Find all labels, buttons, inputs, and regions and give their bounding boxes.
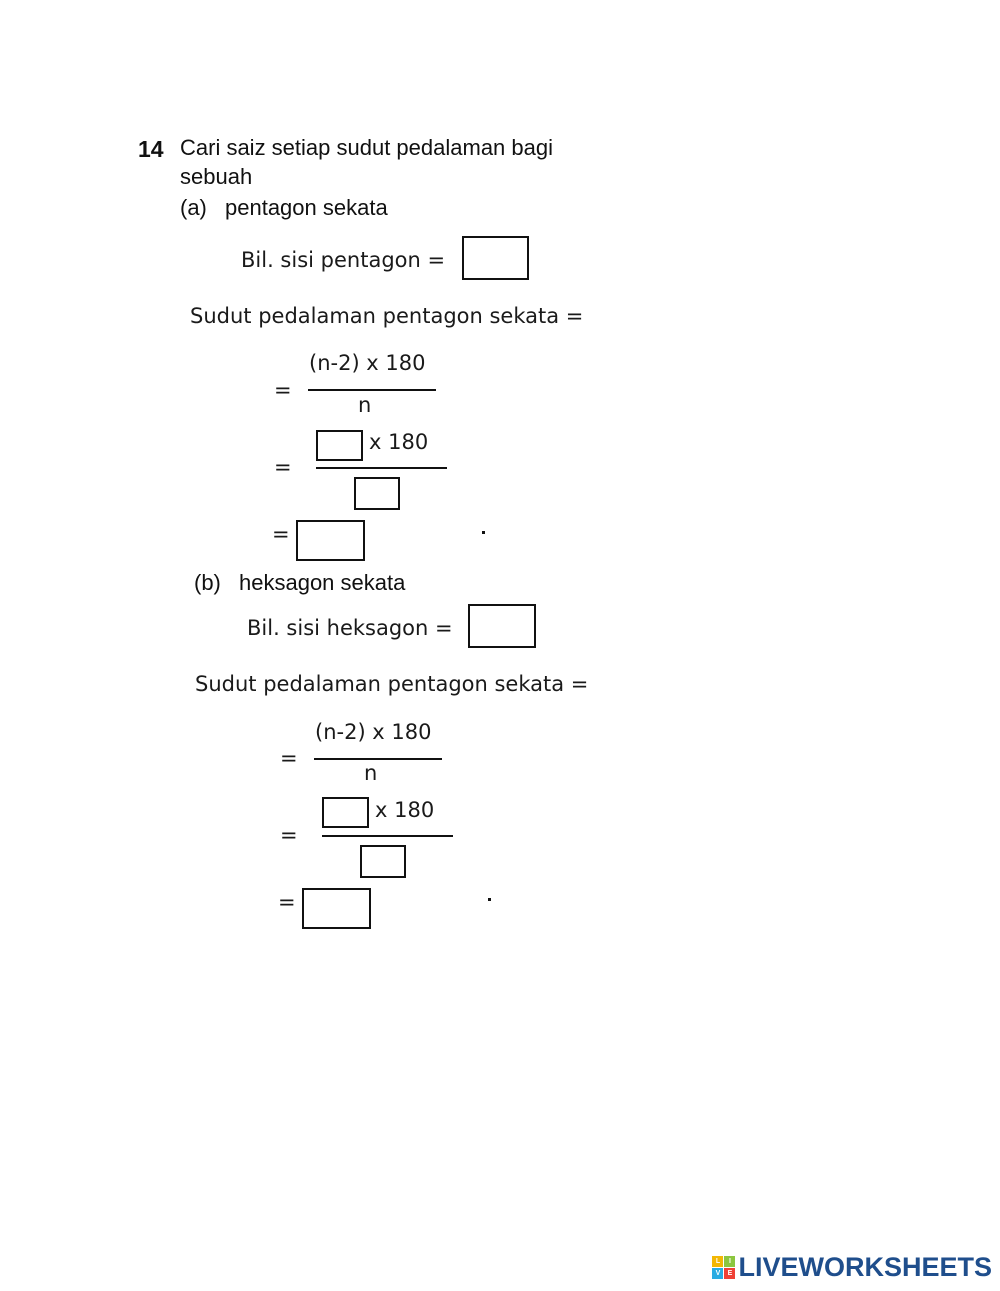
question-text-line2: sebuah: [180, 164, 253, 189]
liveworksheets-logo-icon: [712, 1256, 735, 1279]
part-a-sides-input[interactable]: [462, 236, 529, 280]
part-b-sides-label: Bil. sisi heksagon =: [247, 616, 453, 640]
part-a-sub-numerator-suffix: x 180: [369, 430, 429, 454]
question-number: 14: [138, 136, 164, 162]
part-b-dot: [488, 898, 491, 901]
part-b-numerator-input[interactable]: [322, 797, 369, 828]
part-b-angle-label: Sudut pedalaman pentagon sekata =: [195, 672, 589, 696]
part-b-denominator-input[interactable]: [360, 845, 406, 878]
part-b-sub-fraction-line: [322, 835, 453, 837]
part-a-angle-label: Sudut pedalaman pentagon sekata =: [190, 304, 584, 328]
logo-letter-e: E: [724, 1268, 735, 1279]
part-b-equals-2: =: [280, 823, 298, 847]
part-a-numerator-input[interactable]: [316, 430, 363, 461]
part-a-formula-fraction-line: [308, 389, 436, 391]
part-b-formula-fraction-line: [314, 758, 442, 760]
part-a-title: pentagon sekata: [225, 195, 388, 220]
part-a-dot: [482, 531, 485, 534]
liveworksheets-logo: [712, 1252, 992, 1283]
question-text-line1: Cari saiz setiap sudut pedalaman bagi: [180, 135, 554, 160]
part-a-formula-denominator: n: [358, 393, 372, 417]
logo-letter-v: V: [712, 1268, 723, 1279]
part-b-sub-numerator-suffix: x 180: [375, 798, 435, 822]
part-a-equals-3: =: [272, 522, 290, 546]
part-a-answer-input[interactable]: [296, 520, 365, 561]
logo-letter-l: L: [712, 1256, 723, 1267]
part-b-formula-numerator: (n-2) x 180: [315, 720, 432, 744]
part-a-formula-numerator: (n-2) x 180: [309, 351, 426, 375]
part-b-sides-input[interactable]: [468, 604, 536, 648]
logo-letter-i: I: [724, 1256, 735, 1267]
part-a-label: (a): [180, 195, 207, 220]
part-a-denominator-input[interactable]: [354, 477, 400, 510]
part-b-formula-denominator: n: [364, 761, 378, 785]
part-b-answer-input[interactable]: [302, 888, 371, 929]
part-b-equals-1: =: [280, 746, 298, 770]
part-a-sub-fraction-line: [316, 467, 447, 469]
part-b-label: (b): [194, 570, 221, 595]
part-b-title: heksagon sekata: [239, 570, 406, 595]
part-a-equals-1: =: [274, 378, 292, 402]
liveworksheets-logo-text: LIVEWORKSHEETS: [738, 1252, 992, 1282]
part-a-equals-2: =: [274, 455, 292, 479]
part-a-sides-label: Bil. sisi pentagon =: [241, 248, 446, 272]
part-b-equals-3: =: [278, 890, 296, 914]
